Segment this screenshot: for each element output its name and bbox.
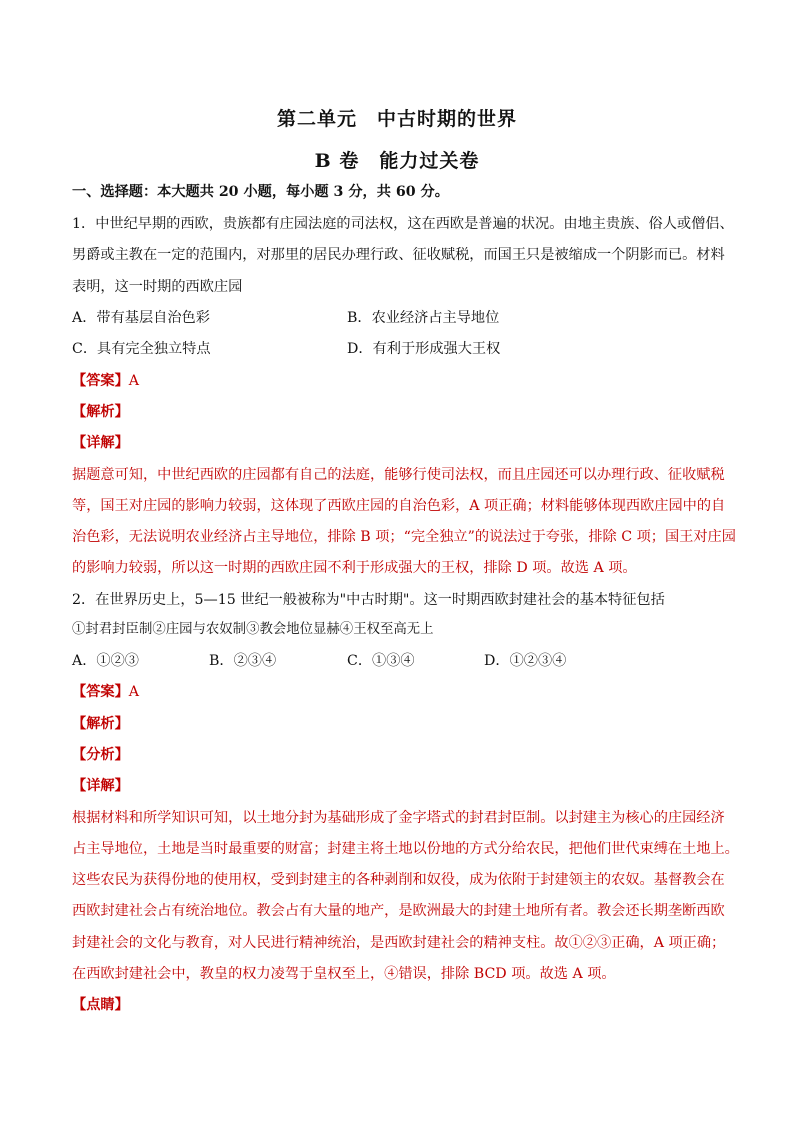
- q2-option-c: C．①③④: [347, 653, 415, 669]
- q1-option-b: B．农业经济占主导地位: [347, 310, 500, 326]
- page-title: 第二单元 中古时期的世界: [276, 108, 517, 130]
- q2-items: ①封君封臣制②庄园与农奴制③教会地位显赫④王权至高无上: [72, 622, 434, 637]
- q2-fenxi-label: 【分析】: [72, 747, 129, 763]
- q2-detail-line-6: 在西欧封建社会中，教皇的权力凌驾于皇权至上，④错误，排除 BCD 项。故选 A 项。: [72, 966, 616, 982]
- q2-detail-line-1: 根据材料和所学知识可知，以土地分封为基础形成了金字塔式的封君封臣制。以封建主为核心的庄园经济: [72, 810, 725, 826]
- q1-answer-value: A: [128, 373, 140, 389]
- q2-option-d: D．①②③④: [484, 653, 567, 669]
- q1-stem-line-2: 男爵或主教在一定的范围内，对那里的居民办理行政、征收赋税，而国王只是被缩成一个阴影而已。材料: [72, 247, 725, 263]
- q2-detail-label: 【详解】: [72, 778, 129, 794]
- page-subtitle: B 卷 能力过关卷: [314, 150, 480, 172]
- q1-analysis-label: 【解析】: [72, 404, 129, 420]
- q1-answer-label: 【答案】: [72, 373, 129, 389]
- q1-option-d: D．有利于形成强大王权: [347, 341, 501, 357]
- q1-detail-line-4: 的影响力较弱，所以这一时期的西欧庄园不利于形成强大的王权，排除 D 项。故选 A 项。: [72, 560, 637, 576]
- q2-stem: 2．在世界历史上，5—15 世纪一般被称为"中古时期"。这一时期西欧封建社会的基本特征包括: [72, 592, 665, 608]
- q2-detail-line-3: 这些农民为获得份地的使用权，受到封建主的各种剥削和奴役，成为依附于封建领主的农奴。基督教会在: [72, 872, 725, 888]
- q2-analysis-label: 【解析】: [72, 716, 129, 732]
- q1-detail-line-3: 治色彩，无法说明农业经济占主导地位，排除 B 项；“完全独立”的说法过于夸张，排除 C 项；国王对庄园: [72, 529, 736, 545]
- q1-stem-line-3: 表明，这一时期的西欧庄园: [72, 279, 243, 295]
- q1-option-a: A．带有基层自治色彩: [72, 310, 210, 326]
- q2-option-a: A．①②③: [72, 653, 139, 669]
- q2-answer-label: 【答案】: [72, 684, 129, 700]
- q2-answer-value: A: [128, 684, 140, 700]
- q2-option-b: B．②③④: [209, 653, 277, 669]
- q1-option-c: C．具有完全独立特点: [72, 341, 211, 357]
- q2-detail-line-2: 占主导地位，土地是当时最重要的财富；封建主将土地以份地的方式分给农民，把他们世代束缚在土地上。: [72, 841, 739, 857]
- q1-stem-line-1: 1．中世纪早期的西欧，贵族都有庄园法庭的司法权，这在西欧是普遍的状况。由地主贵族、俗人或僧侣、: [72, 216, 734, 232]
- q2-detail-line-4: 西欧封建社会占有统治地位。教会占有大量的地产，是欧洲最大的封建土地所有者。教会还长期垄断西欧: [72, 903, 725, 919]
- q1-detail-line-1: 据题意可知，中世纪西欧的庄园都有自己的法庭，能够行使司法权，而且庄园还可以办理行政、征收赋税: [72, 467, 725, 483]
- q1-answer: [72, 371, 732, 391]
- q2-detail-line-5: 封建社会的文化与教育，对人民进行精神统治，是西欧封建社会的精神支柱。故①②③正确，A 项正确；: [72, 935, 726, 951]
- section-header: 一、选择题：本大题共 20 小题，每小题 3 分，共 60 分。: [72, 184, 449, 200]
- q1-detail-label: 【详解】: [72, 435, 129, 451]
- q2-answer: [72, 682, 732, 702]
- q1-detail-line-2: 等，国王对庄园的影响力较弱，这体现了西欧庄园的自治色彩，A 项正确；材料能够体现西欧庄园中的自: [72, 498, 726, 514]
- q2-dianjing-label: 【点睛】: [72, 997, 129, 1013]
